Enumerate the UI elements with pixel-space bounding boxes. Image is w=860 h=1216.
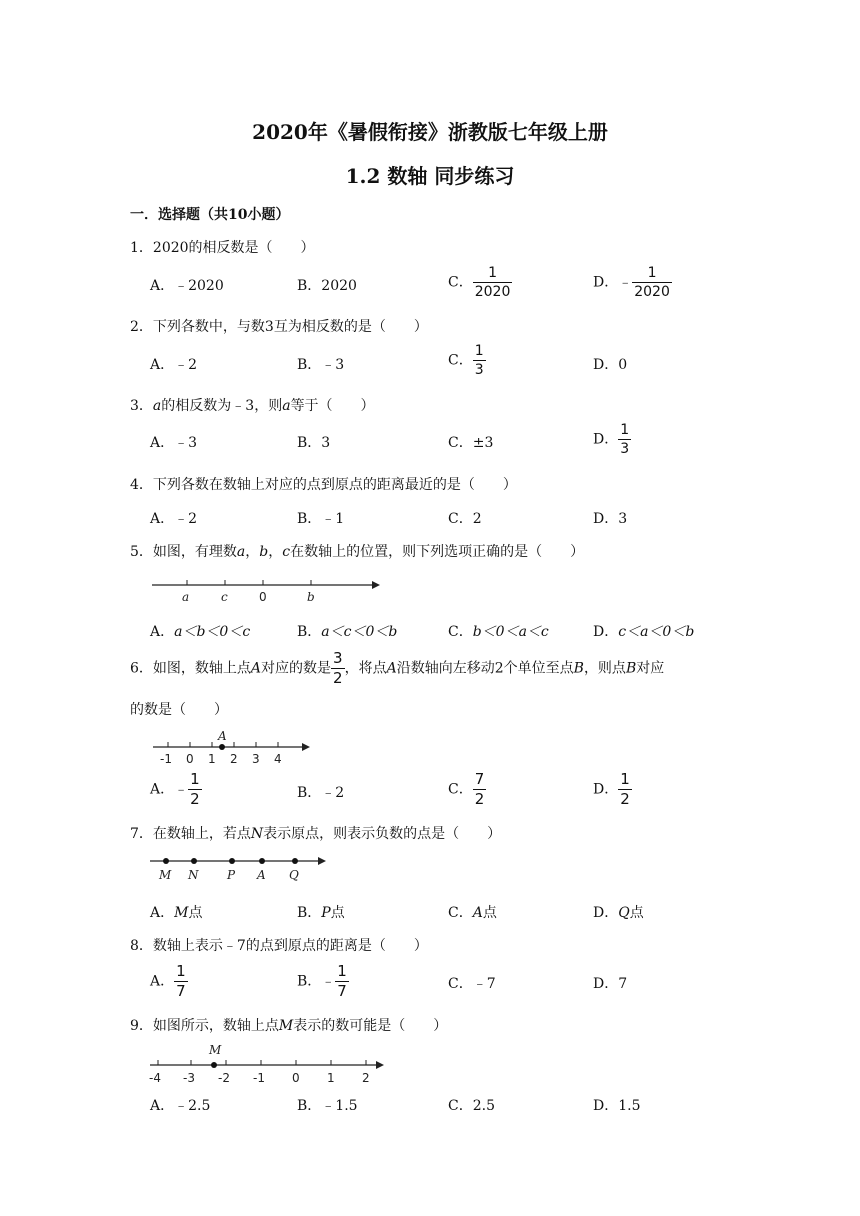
q6-number-line <box>150 727 320 767</box>
numerator: 1 <box>176 962 186 980</box>
prefix: C． <box>448 781 473 798</box>
q7-option-b <box>297 902 345 922</box>
question-2: 2．下列各数中，与数3互为相反数的是（ ） <box>130 319 428 335</box>
q3-option-d-fraction <box>618 423 631 456</box>
q6-axis-tick-label: -1 <box>160 752 172 766</box>
q8-option-b <box>297 964 349 999</box>
q4-option-a: A．﹣2 <box>150 511 198 527</box>
q9-option-a: A．﹣2.5 <box>150 1098 211 1114</box>
q4-option-c: C．2 <box>448 511 482 527</box>
prefix: C． <box>448 905 473 921</box>
q7-number-line <box>148 852 333 884</box>
q9-option-d: D．1.5 <box>593 1098 641 1114</box>
q6-option-b: B．﹣2 <box>297 785 345 801</box>
question-5 <box>130 541 584 561</box>
var-A: A <box>386 660 397 677</box>
expression: b＜0＜a＜c <box>472 624 549 640</box>
suffix: 点 <box>629 905 644 921</box>
q7-point-n <box>191 858 197 864</box>
q1-option-a: A．﹣2020 <box>150 278 224 294</box>
question-4: 4．下列各数在数轴上对应的点到原点的距离最近的是（ ） <box>130 477 517 493</box>
var-A: A <box>250 660 262 677</box>
q8-option-d: D．7 <box>593 976 628 992</box>
prefix: A．﹣ <box>150 781 189 798</box>
q1-option-d-fraction <box>632 266 672 299</box>
q7-point-m <box>163 858 169 864</box>
q5-option-b <box>297 621 397 641</box>
q5-comma: ， <box>245 544 260 560</box>
denominator: 7 <box>176 982 186 1000</box>
q5-text-1: 5．如图，有理数 <box>130 544 237 560</box>
q6-text-5: ，则点 <box>583 660 626 677</box>
q6-text-4: 沿数轴向左移动2个单位至点 <box>396 660 574 677</box>
q9-axis-tick-label: -2 <box>218 1071 230 1085</box>
q7-text-2: 表示原点，则表示负数的点是（ ） <box>263 826 502 842</box>
q6-option-c <box>448 772 486 807</box>
q3-option-d-prefix: D． <box>593 431 619 448</box>
numerator: 1 <box>473 266 513 283</box>
denominator: 3 <box>474 362 484 378</box>
question-6-line-2: 的数是（ ） <box>130 702 228 718</box>
q7-point-p <box>229 858 235 864</box>
q6-axis-tick-label: 3 <box>252 752 260 766</box>
numerator: 3 <box>333 649 343 667</box>
denominator: 2 <box>333 669 343 687</box>
denominator: 3 <box>620 441 630 457</box>
q5-axis-label-0: 0 <box>259 590 267 604</box>
q3-text-1: 的相反数为﹣3，则 <box>161 398 283 414</box>
fraction <box>188 772 202 807</box>
suffix: 点 <box>188 905 203 921</box>
q9-text-2: 表示的数可能是（ ） <box>293 1018 448 1034</box>
denominator: 2 <box>620 790 630 808</box>
q6-axis-tick-label: 0 <box>186 752 194 766</box>
q9-option-b: B．﹣1.5 <box>297 1098 358 1114</box>
q6-text-2: 对应的数是 <box>261 660 332 677</box>
q6-text-3: ，将点 <box>344 660 387 677</box>
q6-option-a <box>150 772 202 807</box>
var-a: a <box>236 544 246 560</box>
q3-option-a: A．﹣3 <box>150 435 198 451</box>
q8-option-c: C．﹣7 <box>448 976 496 992</box>
numerator: 1 <box>190 770 200 788</box>
expression: a＜b＜0＜c <box>174 624 251 640</box>
prefix: B． <box>297 624 322 640</box>
q5-option-a <box>150 621 250 641</box>
prefix: A． <box>150 905 175 921</box>
prefix: A． <box>150 624 175 640</box>
q5-option-d <box>593 621 694 641</box>
q7-option-d <box>593 902 644 922</box>
q7-label-m: M <box>159 868 172 882</box>
q9-axis-tick-label: -3 <box>183 1071 195 1085</box>
q1-option-d <box>593 266 672 299</box>
q7-label-p: P <box>227 868 236 882</box>
q6-text-6: 对应 <box>636 660 665 677</box>
q1-option-c-prefix: C． <box>448 274 473 291</box>
q8-option-a <box>150 964 188 999</box>
document-title: 2020年《暑假衔接》浙教版七年级上册 <box>252 120 608 144</box>
q7-point-a <box>259 858 265 864</box>
q1-option-b: B．2020 <box>297 278 357 294</box>
q3-number: 3． <box>130 398 153 414</box>
q9-axis-tick-label: 0 <box>292 1071 300 1085</box>
q9-axis-tick-label: -1 <box>253 1071 265 1085</box>
prefix: B． <box>297 905 322 921</box>
q3-text-2: 等于（ ） <box>290 398 375 414</box>
point-var: Q <box>618 905 630 921</box>
q9-point-m <box>211 1062 217 1068</box>
expression: c＜a＜0＜b <box>618 624 695 640</box>
q7-point-q <box>292 858 298 864</box>
denominator: 2 <box>190 790 200 808</box>
question-7 <box>130 823 501 843</box>
numerator: 7 <box>474 770 485 788</box>
q2-option-c <box>448 344 486 377</box>
prefix: B．﹣ <box>297 973 336 990</box>
q7-label-q: Q <box>289 868 299 882</box>
var-B: B <box>625 660 637 677</box>
point-var: A <box>472 905 483 921</box>
fraction <box>473 772 487 807</box>
suffix: 点 <box>482 905 497 921</box>
denominator: 7 <box>337 982 347 1000</box>
var-N: N <box>250 826 264 842</box>
numerator: 1 <box>620 770 630 788</box>
question-6 <box>130 651 664 686</box>
q3-option-c: C．±3 <box>448 435 494 451</box>
numerator: 1 <box>632 266 672 283</box>
denominator: 2020 <box>634 284 670 300</box>
q7-option-a <box>150 902 202 922</box>
q6-point-a <box>219 744 225 750</box>
q4-option-b: B．﹣1 <box>297 511 345 527</box>
q2-option-b: B．﹣3 <box>297 357 345 373</box>
q6-point-label: A <box>218 729 227 743</box>
q9-axis-tick-label: -4 <box>149 1071 161 1085</box>
numerator: 1 <box>620 422 630 438</box>
prefix: C． <box>448 624 473 640</box>
q6-axis-tick-label: 4 <box>274 752 282 766</box>
q2-option-a: A．﹣2 <box>150 357 198 373</box>
question-9 <box>130 1015 447 1035</box>
q9-point-label: M <box>209 1043 222 1057</box>
suffix: 点 <box>330 905 345 921</box>
question-3 <box>130 395 375 415</box>
prefix: D． <box>593 781 619 798</box>
numerator: 1 <box>337 962 347 980</box>
point-var: P <box>321 905 331 921</box>
question-1: 1．2020的相反数是（ ） <box>130 240 315 256</box>
q5-axis-label-b: b <box>307 590 315 604</box>
var-a: a <box>282 398 291 414</box>
expression: a＜c＜0＜b <box>321 624 398 640</box>
q6-fraction <box>331 651 345 686</box>
q2-option-c-fraction <box>473 344 486 377</box>
var-a: a <box>152 398 162 414</box>
q7-option-c <box>448 902 497 922</box>
point-var: M <box>174 905 189 921</box>
q1-option-d-prefix: D．﹣ <box>593 274 633 291</box>
q1-option-c <box>448 266 512 299</box>
var-B: B <box>573 660 584 677</box>
question-8: 8．数轴上表示﹣7的点到原点的距离是（ ） <box>130 938 428 954</box>
numerator: 1 <box>474 343 484 359</box>
q6-axis-tick-label: 2 <box>230 752 238 766</box>
q9-text-1: 9．如图所示，数轴上点 <box>130 1018 279 1034</box>
fraction <box>335 964 349 999</box>
q6-text-1: 6．如图，数轴上点 <box>130 660 251 677</box>
q9-number-line <box>148 1040 393 1086</box>
section-heading: 一．选择题（共10小题） <box>130 207 290 223</box>
q5-axis-label-a: a <box>182 590 190 604</box>
var-M: M <box>278 1018 294 1034</box>
q2-option-c-prefix: C． <box>448 352 473 369</box>
var-b: b <box>259 544 269 560</box>
q5-option-c <box>448 621 549 641</box>
var-c: c <box>282 544 291 560</box>
prefix: D． <box>593 905 619 921</box>
q3-option-b: B．3 <box>297 435 331 451</box>
denominator: 2 <box>474 790 485 808</box>
q4-option-d: D．3 <box>593 511 628 527</box>
document-subtitle: 1.2 数轴 同步练习 <box>345 164 515 188</box>
q2-option-d: D．0 <box>593 357 628 373</box>
q7-text-1: 7．在数轴上，若点 <box>130 826 251 842</box>
prefix: A． <box>150 973 175 990</box>
q7-label-n: N <box>188 868 199 882</box>
q6-axis-tick-label: 1 <box>208 752 216 766</box>
q5-text-2: 在数轴上的位置，则下列选项正确的是（ ） <box>290 544 585 560</box>
q9-axis-tick-label: 1 <box>327 1071 335 1085</box>
q9-option-c: C．2.5 <box>448 1098 495 1114</box>
q3-option-d <box>593 423 631 456</box>
q5-number-line <box>150 576 385 606</box>
q6-option-d <box>593 772 632 807</box>
q9-axis-tick-label: 2 <box>362 1071 370 1085</box>
q1-option-c-fraction <box>473 266 513 299</box>
denominator: 2020 <box>474 284 511 300</box>
fraction <box>618 772 632 807</box>
q5-comma: ， <box>268 544 283 560</box>
q7-label-a: A <box>257 868 266 882</box>
fraction <box>174 964 188 999</box>
q5-axis-label-c: c <box>221 590 228 604</box>
prefix: D． <box>593 624 619 640</box>
